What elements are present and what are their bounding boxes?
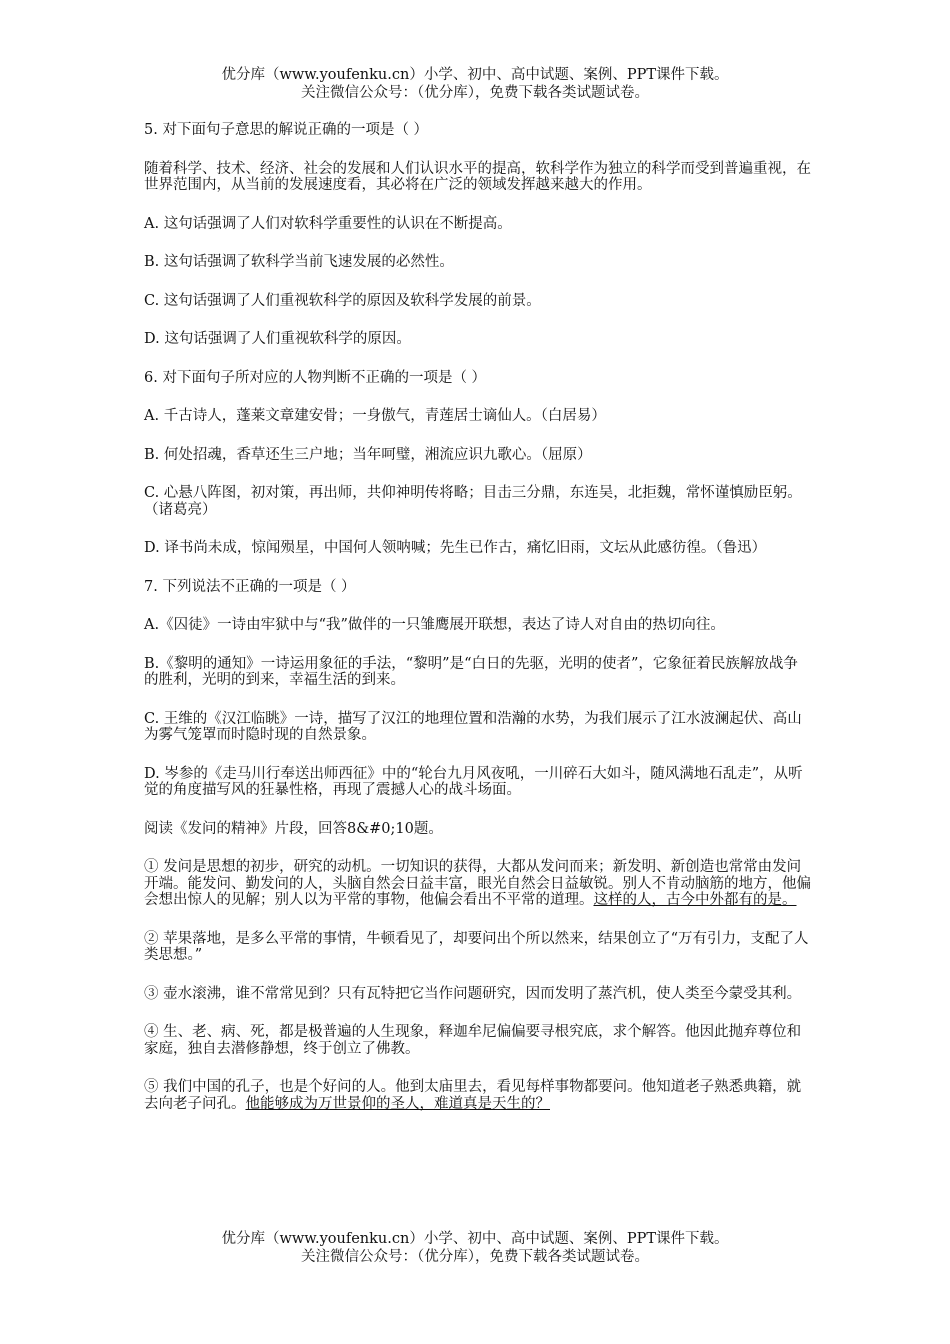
reading-paragraph-5-underlined: 他能够成为万世景仰的圣人，难道真是天生的？ [245,1095,550,1112]
reading-paragraph-1-underlined: 这样的人，古今中外都有的是。 [593,892,797,908]
question-6-option-a: A. 千古诗人，蓬莱文章建安骨；一身傲气，青莲居士谪仙人。（白居易） [144,408,606,424]
question-5-option-a: A. 这句话强调了人们对软科学重要性的认识在不断提高。 [144,215,512,232]
question-7-stem: 7. 下列说法不正确的一项是（ ） [144,578,356,595]
reading-paragraph-1 [144,859,812,909]
question-6-option-b: B. 何处招魂，香草还生三户地；当年呵璧，湘流应识九歌心。（屈原） [144,446,592,463]
question-6-stem: 6. 对下面句子所对应的人物判断不正确的一项是（ ） [144,369,487,386]
question-6-option-d: D. 译书尚未成，惊闻殒星，中国何人领呐喊；先生已作古，痛忆旧雨，文坛从此感彷徨。（鲁迅） [144,540,767,556]
reading-paragraph-4: ④ 生、老、病、死，都是极普遍的人生现象，释迦牟尼偏偏要寻根究底，求个解答。他因此抛弃尊位和家庭，独自去潜修静想，终于创立了佛教。 [144,1024,802,1057]
document-body [144,122,812,1134]
question-7-option-b: B.《黎明的通知》一诗运用象征的手法，“黎明”是“白日的先驱，光明的使者”，它象征着民族解放战争的胜利，光明的到来，幸福生活的到来。 [144,655,798,688]
reading-paragraph-5 [144,1079,812,1112]
footer-line-1: 优分库（www.youfenku.cn）小学、初中、高中试题、案例、PPT课件下载。 [221,1231,729,1247]
reading-paragraph-2: ② 苹果落地，是多么平常的事情，牛顿看见了，却要问出个所以然来，结果创立了“万有引力，支配了人类思想。” [144,930,809,963]
question-6-option-c: C. 心悬八阵图，初对策，再出师，共仰神明传将略；目击三分鼎，东连吴，北拒魏，常怀谨慎励臣躬。（诸葛亮） [144,485,802,518]
reading-intro: 阅读《发问的精神》片段，回答8&#0;10题。 [144,820,443,837]
reading-paragraph-5-text: ⑤ 我们中国的孔子，也是个好问的人。他到太庙里去，看见每样事物都要问。他知道老子熟悉典籍，就去向老子问孔。 [144,1079,802,1112]
question-5-stem: 5. 对下面句子意思的解说正确的一项是（ ） [144,122,429,138]
reading-paragraph-3: ③ 壶水滚沸，谁不常常见到？只有瓦特把它当作问题研究，因而发明了蒸汽机，使人类至今蒙受其利。 [144,985,802,1002]
question-5-option-c: C. 这句话强调了人们重视软科学的原因及软科学发展的前景。 [144,292,541,309]
question-7-option-c: C. 王维的《汉江临眺》一诗，描写了汉江的地理位置和浩瀚的水势，为我们展示了江水波澜起伏、高山为雾气笼罩而时隐时现的自然景象。 [144,710,802,743]
reading-paragraph-1-text: ① 发问是思想的初步，研究的动机。一切知识的获得，大都从发问而来；新发明、新创造也常常由发问开端。能发问、勤发问的人，头脑自然会日益丰富，眼光自然会日益敏锐。别人不肯动脑筋的地方，他偏会想出惊人的见解；别人以为平常的事物，他偏会看出不平常的道理。 [144,859,811,908]
page-footer [0,1230,950,1266]
footer-line-2: 关注微信公众号：（优分库），免费下载各类试题试卷。 [301,1249,649,1265]
question-7-option-d: D. 岑参的《走马川行奉送出师西征》中的“轮台九月风夜吼，一川碎石大如斗，随风满地石乱走”，从听觉的角度描写风的狂暴性格，再现了震撼人心的战斗场面。 [144,765,803,798]
question-7-option-a: A.《囚徒》一诗由牢狱中与“我”做伴的一只雏鹰展开联想，表达了诗人对自由的热切向往。 [144,617,725,633]
header-line-2: 关注微信公众号：（优分库），免费下载各类试题试卷。 [301,85,649,101]
question-5-option-b: B. 这句话强调了软科学当前飞速发展的必然性。 [144,254,454,270]
header-line-1: 优分库（www.youfenku.cn）小学、初中、高中试题、案例、PPT课件下载。 [221,67,729,83]
question-5-passage: 随着科学、技术、经济、社会的发展和人们认识水平的提高，软科学作为独立的科学而受到普遍重视，在世界范围内，从当前的发展速度看，其必将在广泛的领域发挥越来越大的作用。 [144,160,811,193]
page-header [0,66,950,102]
question-5-option-d: D. 这句话强调了人们重视软科学的原因。 [144,331,411,347]
